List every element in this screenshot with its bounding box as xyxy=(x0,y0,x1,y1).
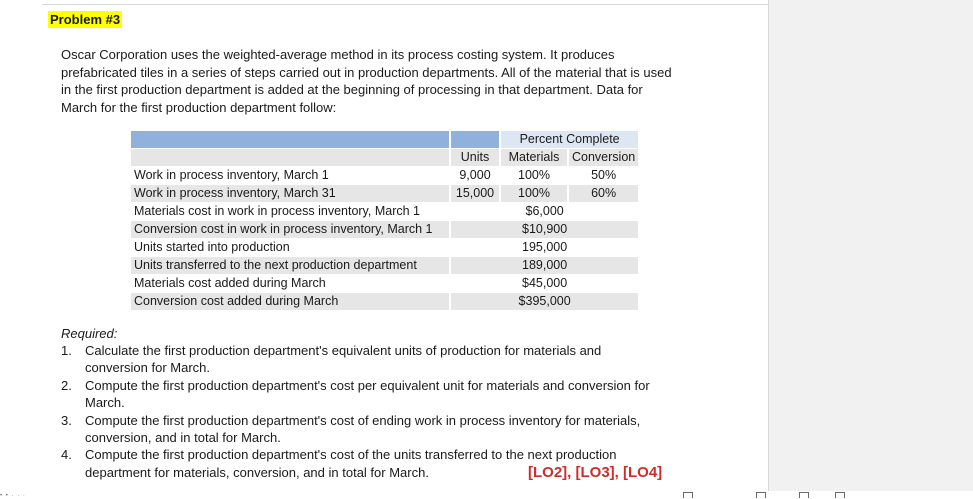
list-item-number: 1. xyxy=(61,343,72,358)
required-list xyxy=(61,342,701,481)
focus-icon[interactable] xyxy=(683,492,693,498)
list-item-text: Compute the first production department's cost per equivalent unit for materials and conversion for March. xyxy=(85,377,650,410)
header-blank-cell xyxy=(131,149,449,166)
problem-intro: Oscar Corporation uses the weighted-average method in its process costing system. It produces prefabricated tiles in a series of steps carried out in production departments. All of the material that is used in the first production department is added at the beginning of processing in that department. Data for March for the first production department follow: xyxy=(61,47,672,115)
row-label: Units started into production xyxy=(134,240,290,254)
side-panel xyxy=(768,0,973,498)
problem-title: Problem #3 xyxy=(50,12,121,27)
list-item-number: 4. xyxy=(61,447,72,463)
list-item-text: Compute the first production department's cost of the units transferred to the next production department for materials, conversion, and in total for March. xyxy=(85,447,617,480)
row-value: 195,000 xyxy=(522,240,568,254)
web-layout-icon[interactable] xyxy=(835,492,845,498)
learning-objectives-tag: [LO2], [LO3], [LO4] xyxy=(528,464,663,481)
production-data-table xyxy=(129,130,640,311)
list-item xyxy=(61,342,701,376)
table-row xyxy=(131,221,638,238)
row-materials-pct: 100% xyxy=(501,185,567,202)
table-row xyxy=(131,185,638,202)
row-label: Conversion cost in work in process inventory, March 1 xyxy=(131,221,449,238)
row-label: Materials cost in work in process inventory, March 1 xyxy=(134,204,420,218)
row-label: Units transferred to the next production department xyxy=(131,257,449,274)
list-item-text: Compute the first production department's cost of ending work in process inventory for materials, conversion, and in total for March. xyxy=(85,412,641,445)
read-mode-icon[interactable] xyxy=(756,492,766,498)
row-value: $6,000 xyxy=(525,204,564,218)
row-value: $395,000 xyxy=(451,293,638,310)
list-item-number: 2. xyxy=(61,377,72,393)
row-units: 9,000 xyxy=(459,168,491,182)
table-header-row-1 xyxy=(131,131,638,148)
row-materials-pct: 100% xyxy=(518,168,550,182)
page-top-border xyxy=(42,4,768,5)
conversion-column-header: Conversion xyxy=(569,149,638,166)
table-row xyxy=(131,275,638,292)
row-value: $45,000 xyxy=(522,276,568,290)
row-label: Work in process inventory, March 1 xyxy=(134,168,329,182)
list-item-text: Calculate the first production department's equivalent units of production for materials and conversion for March. xyxy=(85,343,602,376)
table-row xyxy=(131,257,638,274)
row-units: 15,000 xyxy=(451,185,499,202)
row-value: 189,000 xyxy=(451,257,638,274)
list-item-number: 3. xyxy=(61,412,72,428)
row-conversion-pct: 60% xyxy=(569,185,638,202)
header-band-cell xyxy=(451,131,499,148)
status-bar-indicator: • • · · · xyxy=(0,493,26,499)
units-column-header: Units xyxy=(451,149,499,166)
table-row xyxy=(131,167,638,184)
row-value: $10,900 xyxy=(451,221,638,238)
table-row xyxy=(131,203,638,220)
status-bar xyxy=(0,491,973,498)
table-row xyxy=(131,239,638,256)
row-label: Conversion cost added during March xyxy=(131,293,449,310)
list-item xyxy=(61,412,701,446)
table-header-row-2 xyxy=(131,149,638,166)
row-label: Work in process inventory, March 31 xyxy=(131,185,449,202)
materials-column-header: Materials xyxy=(501,149,567,166)
required-heading: Required: xyxy=(61,326,118,341)
percent-complete-header: Percent Complete xyxy=(501,131,638,148)
table-row xyxy=(131,293,638,310)
row-label: Materials cost added during March xyxy=(134,276,326,290)
list-item xyxy=(61,377,701,411)
header-band-cell xyxy=(131,131,449,148)
print-layout-icon[interactable] xyxy=(799,492,809,498)
row-conversion-pct: 50% xyxy=(591,168,617,182)
